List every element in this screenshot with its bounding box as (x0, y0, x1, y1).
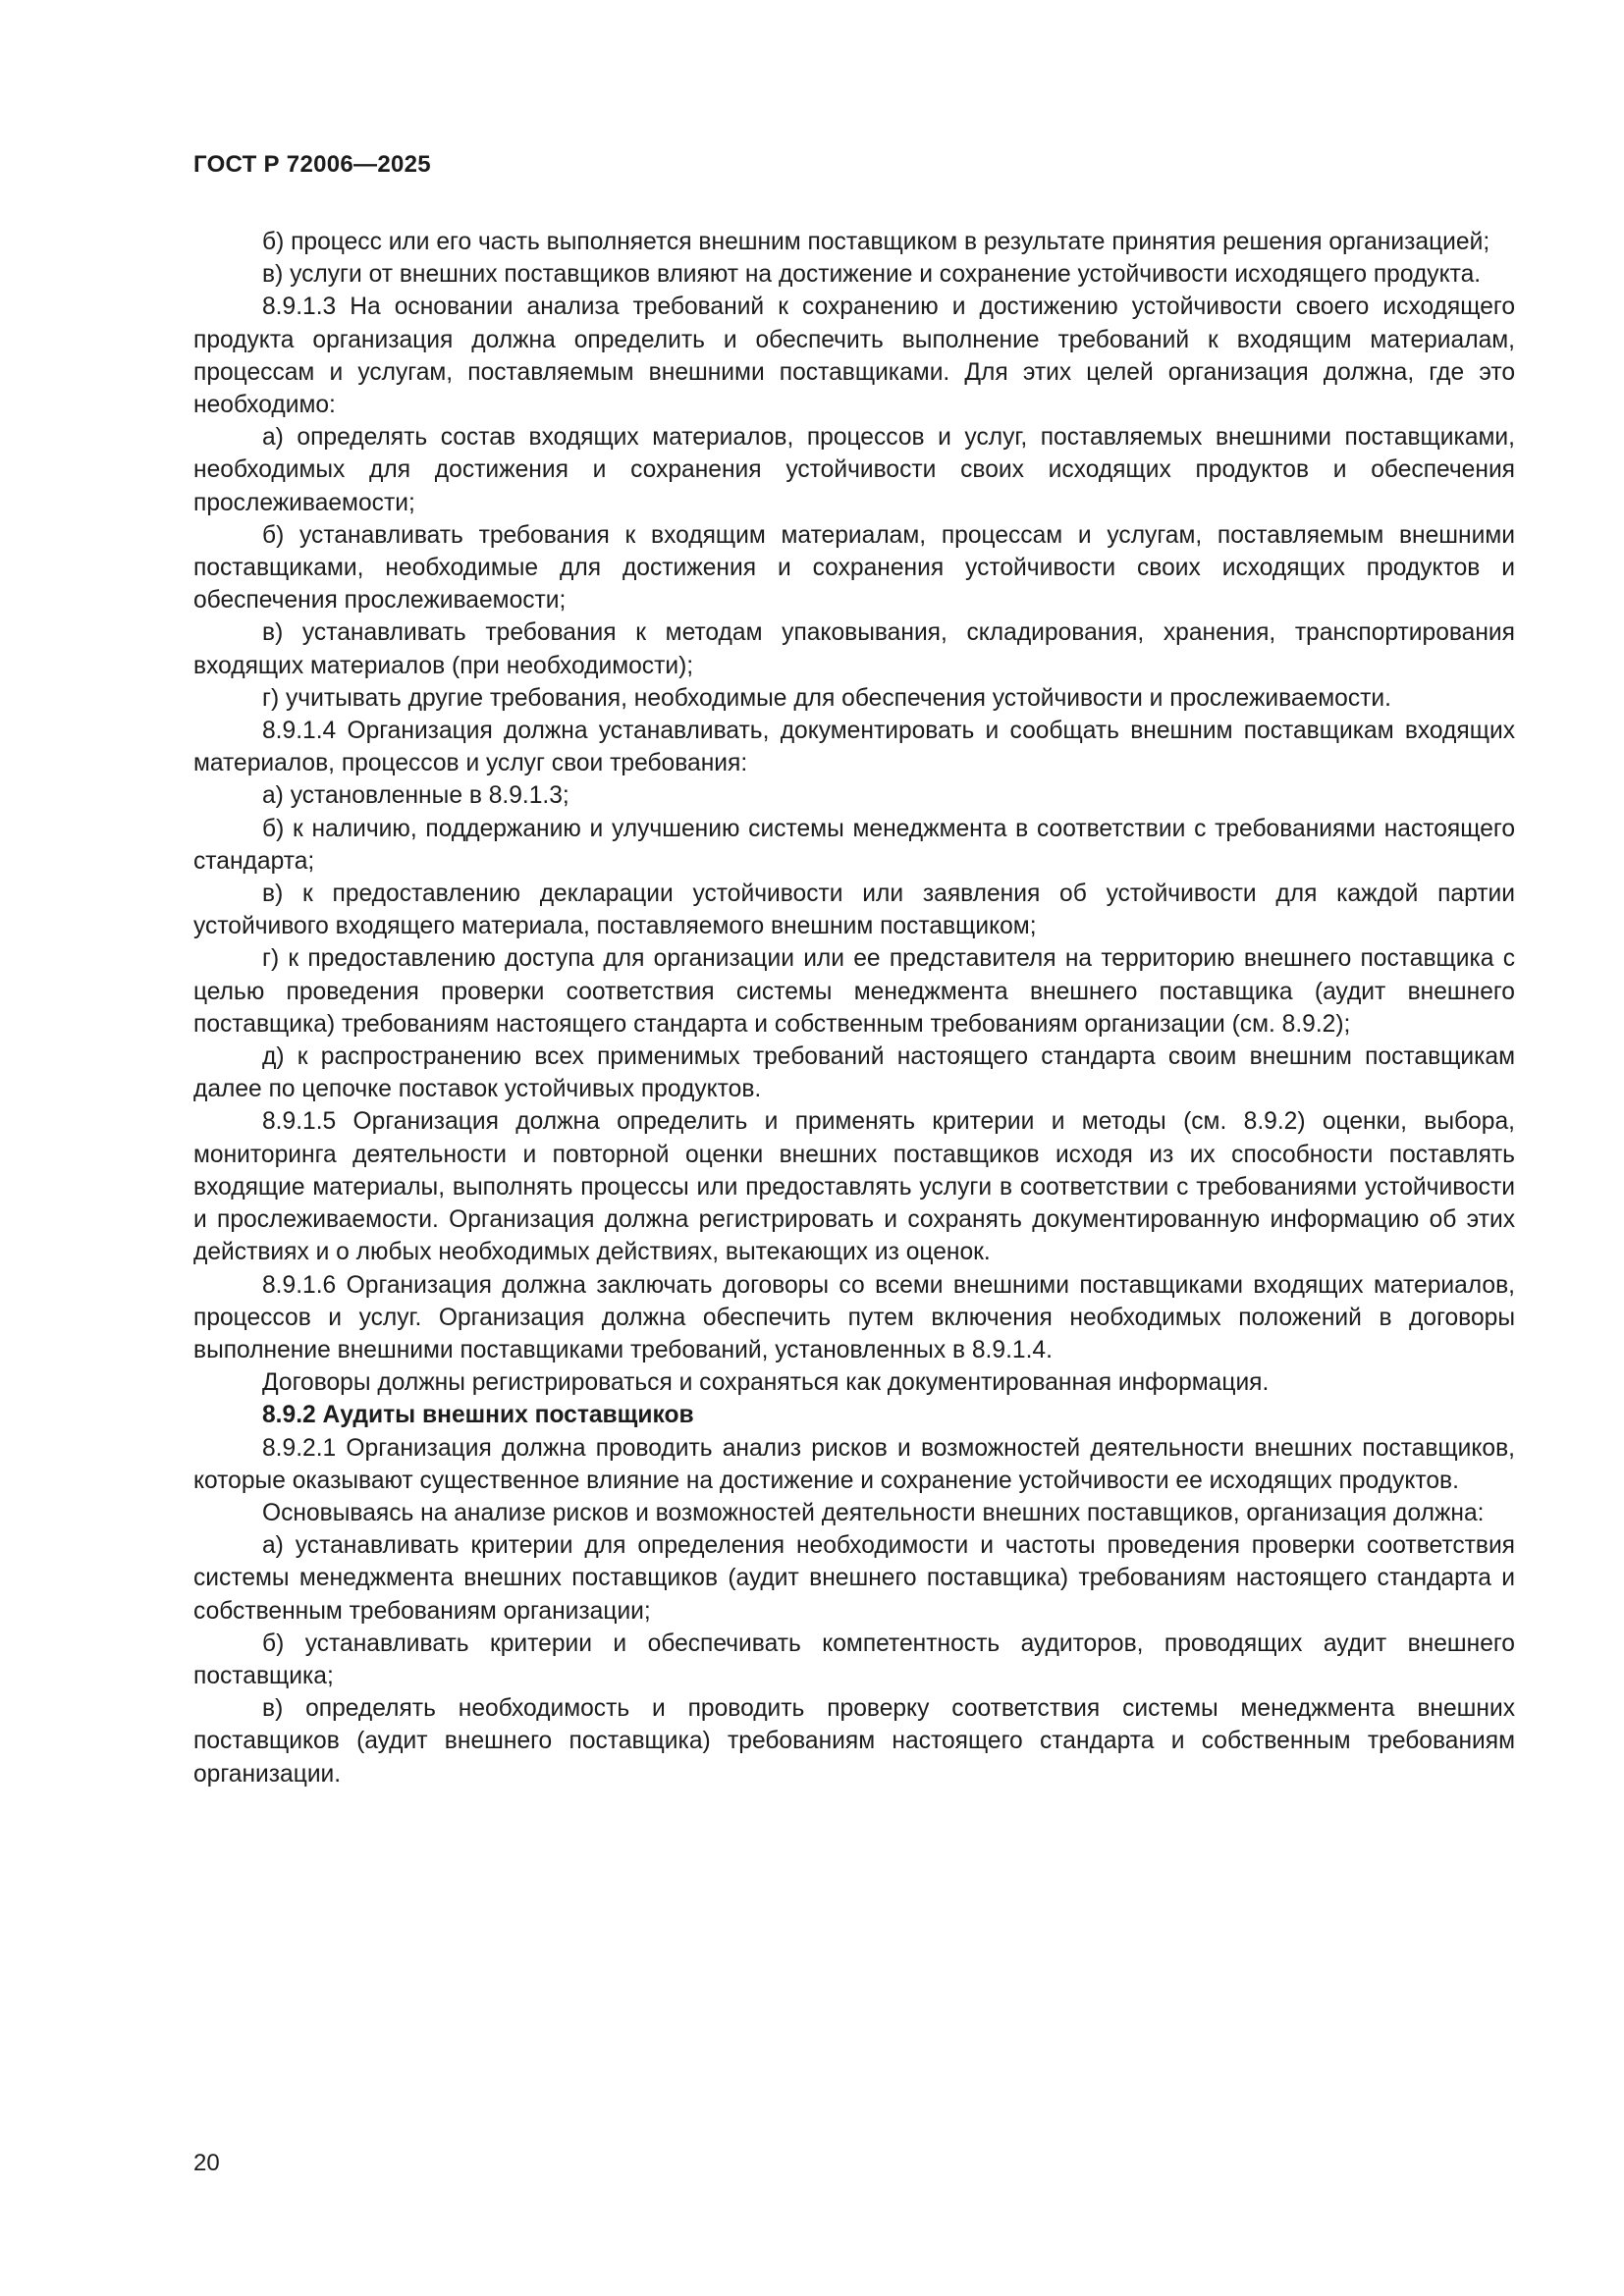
list-item-a: а) устанавливать критерии для определения необходимости и частоты проведения проверки соответствия системы менеджмента внешних поставщиков (аудит внешнего поставщика) требованиям настоящего стандарта и собственным требованиям организации; (193, 1532, 1515, 1625)
paragraph-contracts: Договоры должны регистрироваться и сохраняться как документированная информация. (262, 1369, 1270, 1397)
paragraph-risk-analysis: Основываясь на анализе рисков и возможностей деятельности внешних поставщиков, организация должна: (262, 1499, 1485, 1526)
list-item-a: а) установленные в 8.9.1.3; (262, 782, 569, 810)
document-header: ГОСТ Р 72006—2025 (193, 151, 431, 178)
list-item-b: б) устанавливать критерии и обеспечивать компетентность аудиторов, проводящих аудит внешнего поставщика; (193, 1629, 1515, 1689)
list-item-a: а) определять состав входящих материалов, процессов и услуг, поставляемых внешними поставщиками, необходимых для достижения и сохранения устойчивости своих исходящих продуктов и обеспечения прослеживаемости; (193, 424, 1515, 516)
list-item-b: б) устанавливать требования к входящим материалам, процессам и услугам, поставляемым внешними поставщиками, необходимые для достижения и сохранения устойчивости своих исходящих продуктов и обеспечения прослеживаемости; (193, 521, 1515, 614)
document-body (193, 226, 1515, 1790)
paragraph-item-b: б) процесс или его часть выполняется внешним поставщиком в результате принятия решения организацией; (262, 229, 1490, 255)
list-item-v: в) определять необходимость и проводить проверку соответствия системы менеджмента внешних поставщиков (аудит внешнего поставщика) требованиям настоящего стандарта и собственным требованиям организации. (193, 1695, 1515, 1788)
paragraph-item-v: в) услуги от внешних поставщиков влияют на достижение и сохранение устойчивости исходящего продукта. (262, 261, 1482, 289)
list-item-g: г) к предоставлению доступа для организации или ее представителя на территорию внешнего поставщика с целью проведения проверки соответствия системы менеджмента внешнего поставщика (аудит внешнего поставщика) требованиям настоящего стандарта и собственным требованиям организации (см. 8.9.2); (193, 945, 1515, 1038)
clause-8-9-2-1: 8.9.2.1 Организация должна проводить анализ рисков и возможностей деятельности внешних поставщиков, которые оказывают существенное влияние на достижение и сохранение устойчивости ее исходящих продуктов. (193, 1434, 1515, 1494)
clause-8-9-1-4: 8.9.1.4 Организация должна устанавливать, документировать и сообщать внешним поставщикам входящих материалов, процессов и услуг свои требования: (193, 718, 1515, 777)
list-item-g: г) учитывать другие требования, необходимые для обеспечения устойчивости и прослеживаемости. (262, 684, 1391, 712)
section-heading-8-9-2: 8.9.2 Аудиты внешних поставщиков (262, 1402, 694, 1429)
list-item-d: д) к распространению всех применимых требований настоящего стандарта своим внешним поставщикам далее по цепочке поставок устойчивых продуктов. (193, 1043, 1515, 1103)
page-number: 20 (193, 2150, 220, 2176)
clause-8-9-1-6: 8.9.1.6 Организация должна заключать договоры со всеми внешними поставщиками входящих материалов, процессов и услуг. Организация должна обеспечить путем включения необходимых положений в договоры выполнение внешними поставщиками требований, установленных в 8.9.1.4. (193, 1271, 1515, 1363)
clause-8-9-1-5: 8.9.1.5 Организация должна определить и применять критерии и методы (см. 8.9.2) оценки, выбора, мониторинга деятельности и повторной оценки внешних поставщиков исходя из их способности поставлять входящие материалы, выполнять процессы или предоставлять услуги в соответствии с требованиями устойчивости и прослеживаемости. Организация должна регистрировать и сохранять документированную информацию об этих действиях и о любых необходимых действиях, вытекающих из оценок. (193, 1108, 1515, 1266)
list-item-v: в) к предоставлению декларации устойчивости или заявления об устойчивости для каждой партии устойчивого входящего материала, поставляемого внешним поставщиком; (193, 881, 1515, 940)
clause-8-9-1-3: 8.9.1.3 На основании анализа требований к сохранению и достижению устойчивости своего исходящего продукта организация должна определить и обеспечить выполнение требований к входящим материалам, процессам и услугам, поставляемым внешними поставщиками. Для этих целей организация должна, где это необходимо: (193, 294, 1515, 419)
list-item-v: в) устанавливать требования к методам упаковывания, складирования, хранения, транспортирования входящих материалов (при необходимости); (193, 619, 1515, 679)
list-item-b: б) к наличию, поддержанию и улучшению системы менеджмента в соответствии с требованиями настоящего стандарта; (193, 815, 1515, 875)
